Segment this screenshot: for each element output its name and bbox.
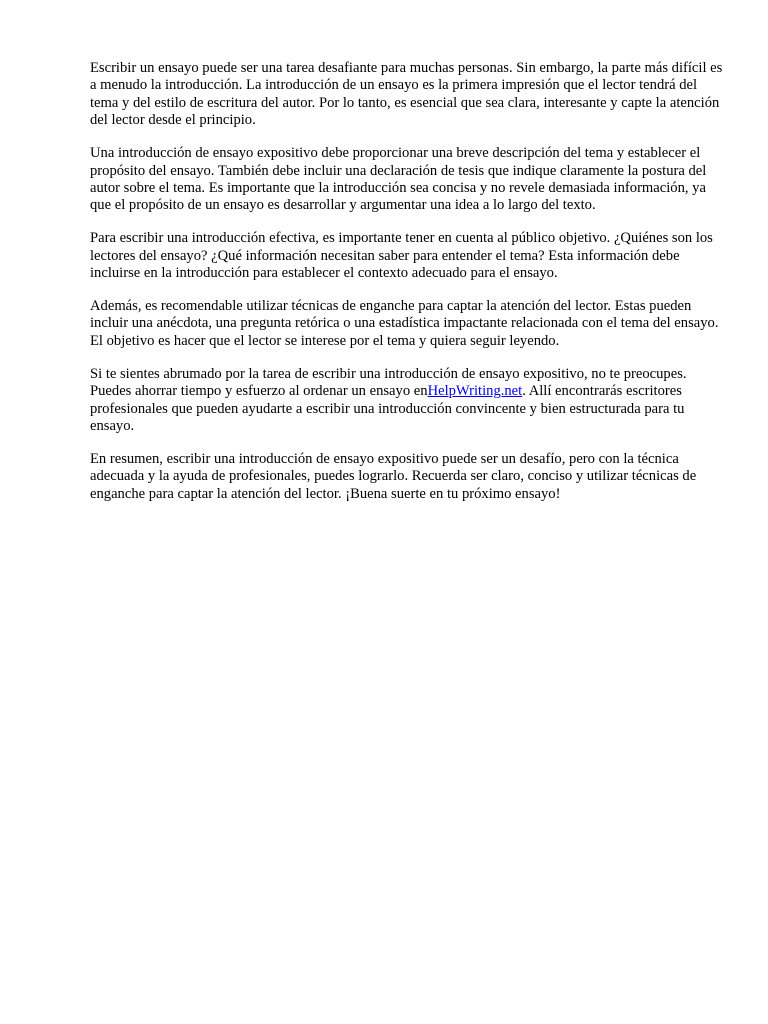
paragraph-service-text-before: Si te sientes abrumado por la tarea de escribir una introducción de ensayo expositivo, no te preocupes. Puedes ahorrar tiempo y esfuerzo al ordenar un ensayo en xyxy=(90,365,687,400)
paragraph-service xyxy=(90,366,726,436)
paragraph-hook-techniques: Además, es recomendable utilizar técnicas de enganche para captar la atención del lector. Estas pueden incluir una anécdota, una pregunta retórica o una estadística impactante relacionada con el tema del ensayo. El objetivo es hacer que el lector se interese por el tema y quiera seguir leyendo. xyxy=(90,297,719,349)
paragraph-summary: En resumen, escribir una introducción de ensayo expositivo puede ser un desafío, pero con la técnica adecuada y la ayuda de profesionales, puedes lograrlo. Recuerda ser claro, conciso y utilizar técnicas de enganche para captar la atención del lector. ¡Buena suerte en tu próximo ensayo! xyxy=(90,450,697,502)
paragraph-audience: Para escribir una introducción efectiva, es importante tener en cuenta al público objetivo. ¿Quiénes son los lectores del ensayo? ¿Qué información necesitan saber para entender el tema? Esta información debe incluirse en la introducción para establecer el contexto adecuado para el ensayo. xyxy=(90,230,713,282)
paragraph-intro: Escribir un ensayo puede ser una tarea desafiante para muchas personas. Sin embargo, la parte más difícil es a menudo la introducción. La introducción de un ensayo es la primera impresión que el lector tendrá del tema y del estilo de escritura del autor. Por lo tanto, es esencial que sea clara, interesante y capte la atención del lector desde el principio. xyxy=(90,60,723,129)
document-page xyxy=(90,60,726,519)
paragraph-service-text-after: . Allí encontrarás escritores profesionales que pueden ayudarte a escribir una introducción convincente y bien estructurada para tu ensayo. xyxy=(90,383,685,434)
helpwriting-link[interactable]: HelpWriting.net xyxy=(427,383,523,400)
paragraph-expository: Una introducción de ensayo expositivo debe proporcionar una breve descripción del tema y establecer el propósito del ensayo. También debe incluir una declaración de tesis que indique claramente la postura del autor sobre el tema. Es importante que la introducción sea concisa y no revele demasiada información, ya que el propósito de un ensayo es desarrollar y argumentar una idea a lo largo del texto. xyxy=(90,145,707,214)
